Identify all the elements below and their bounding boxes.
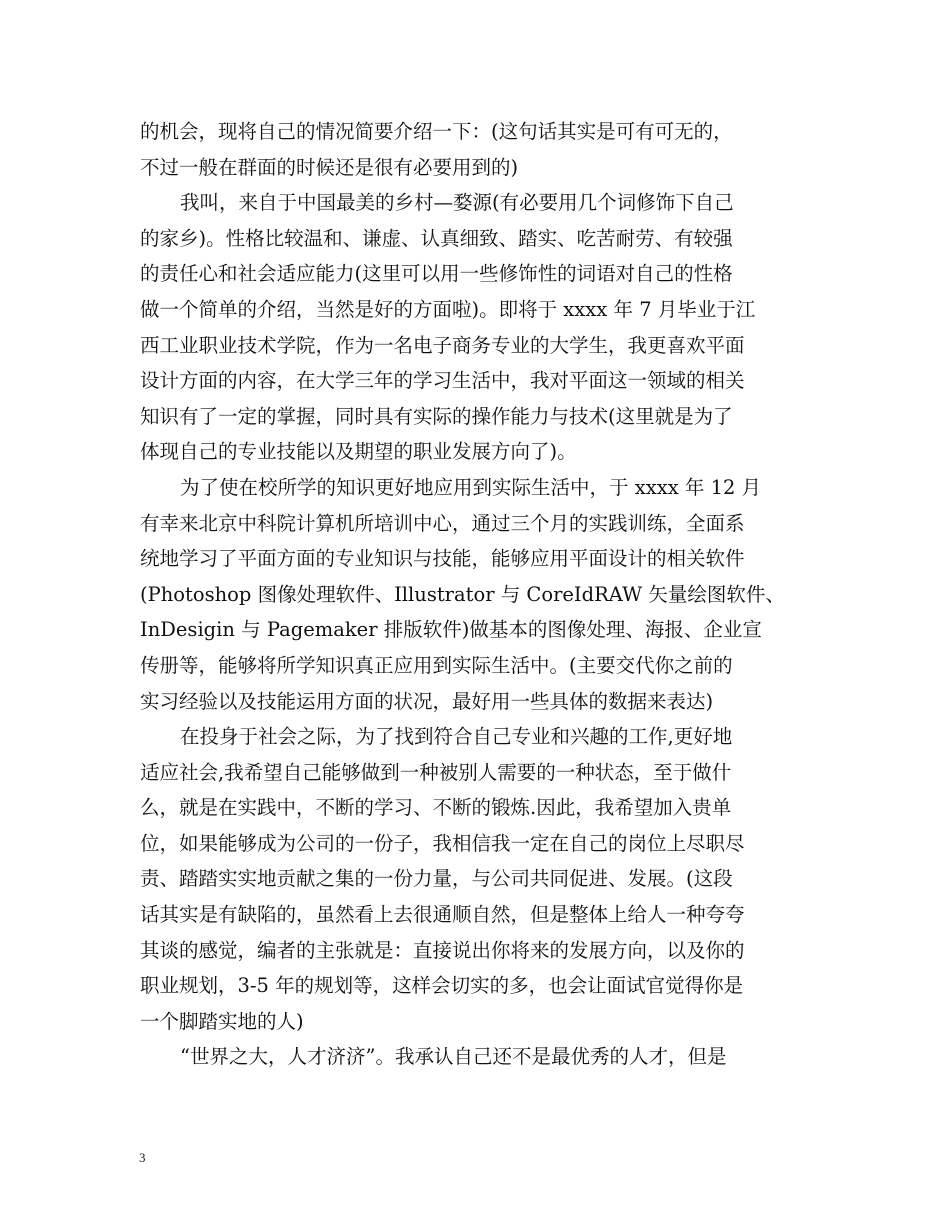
text-line: 知识有了一定的掌握，同时具有实际的操作能力与技术(这里就是为了 — [140, 404, 733, 428]
text-line: 做一个简单的介绍，当然是好的方面啦)。即将于 xxxx 年 7 月毕业于江 — [140, 297, 756, 321]
text-line: 实习经验以及技能运用方面的状况，最好用一些具体的数据来表达) — [140, 689, 714, 713]
text-line: 有幸来北京中科院计算机所培训中心，通过三个月的实践训练，全面系 — [140, 511, 745, 535]
page-number: 3 — [139, 1150, 146, 1165]
paragraph-first-line: “世界之大，人才济济”。我承认自己还不是最优秀的人才，但是 — [180, 1045, 727, 1069]
text-line: 统地学习了平面方面的专业知识与技能，能够应用平面设计的相关软件 — [140, 547, 745, 571]
text-line: 话其实是有缺陷的，虽然看上去很通顺自然，但是整体上给人一种夸夸 — [140, 903, 745, 927]
text-line: 的家乡)。性格比较温和、谦虚、认真细致、踏实、吃苦耐劳、有较强 — [140, 226, 733, 250]
document-body — [140, 114, 818, 1075]
text-line: 不过一般在群面的时候还是很有必要用到的) — [140, 155, 519, 179]
text-line: 么，就是在实践中，不断的学习、不断的锻炼.因此，我希望加入贵单 — [140, 796, 732, 820]
text-line: 适应社会,我希望自己能够做到一种被别人需要的一种状态，至于做什 — [140, 760, 732, 784]
text-line: 体现自己的专业技能以及期望的职业发展方向了)。 — [140, 440, 577, 464]
text-line: 的责任心和社会适应能力(这里可以用一些修饰性的词语对自己的性格 — [140, 262, 733, 286]
text-line: 传册等，能够将所学知识真正应用到实际生活中。(主要交代你之前的 — [140, 653, 733, 677]
text-line: 其谈的感觉，编者的主张就是：直接说出你将来的发展方向，以及你的 — [140, 938, 745, 962]
text-line: 的机会，现将自己的情况简要介绍一下：(这句话其实是可有可无的， — [140, 120, 733, 143]
text-line: (Photoshop 图像处理软件、Illustrator 与 CoreIdRAW 矢量绘图软件、 — [140, 582, 785, 606]
paragraph-first-line: 为了使在校所学的知识更好地应用到实际生活中，于 xxxx 年 12 月 — [180, 475, 762, 499]
text-line: 一个脚踏实地的人) — [140, 1009, 304, 1033]
paragraph-first-line: 我叫，来自于中国最美的乡村—婺源(有必要用几个词修饰下自己 — [180, 191, 734, 215]
text-line: 位，如果能够成为公司的一份子，我相信我一定在自己的岗位上尽职尽 — [140, 831, 745, 855]
text-line: 西工业职业技术学院，作为一名电子商务专业的大学生，我更喜欢平面 — [140, 333, 745, 357]
text-line: InDesigin 与 Pagemaker 排版软件)做基本的图像处理、海报、企业宣 — [140, 618, 762, 642]
text-line: 职业规划，3-5 年的规划等，这样会切实的多，也会让面试官觉得你是 — [140, 974, 744, 998]
paragraph-first-line: 在投身于社会之际，为了找到符合自己专业和兴趣的工作,更好地 — [180, 725, 733, 749]
text-line: 设计方面的内容，在大学三年的学习生活中，我对平面这一领域的相关 — [140, 369, 745, 393]
text-line: 责、踏踏实实地贡献之集的一份力量，与公司共同促进、发展。(这段 — [140, 867, 733, 891]
